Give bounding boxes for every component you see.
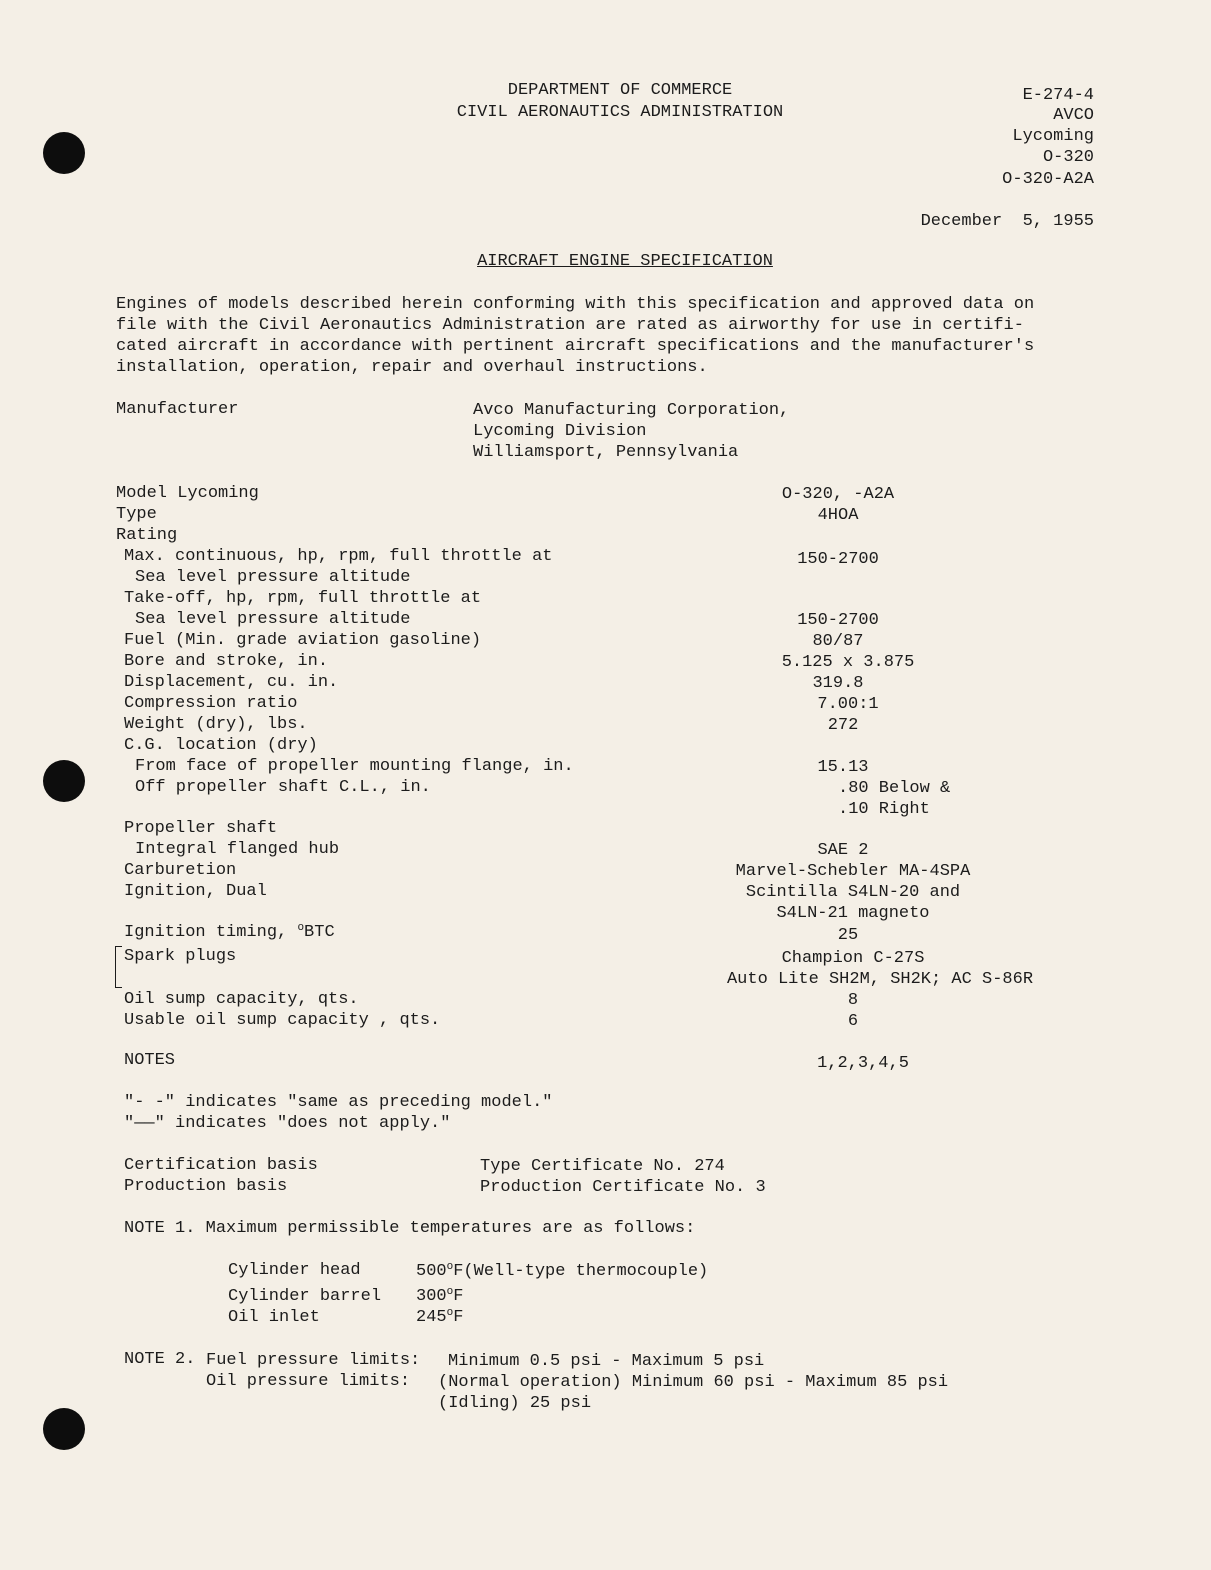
model-value: O-320, -A2A <box>781 485 895 504</box>
model-line-1: O-320 <box>1042 148 1094 167</box>
intro-line-1: Engines of models described herein conforming with this specification and approved data on <box>116 295 1035 314</box>
hub-value: SAE 2 <box>817 841 869 860</box>
compression-value: 7.00:1 <box>817 695 879 714</box>
ignition-timing-text: Ignition timing, <box>124 923 298 942</box>
takeoff-label: Take-off, hp, rpm, full throttle at <box>124 589 482 608</box>
weight-label: Weight (dry), lbs. <box>124 715 308 734</box>
oil-sump-value: 8 <box>847 991 859 1010</box>
cg-off-label: Off propeller shaft C.L., in. <box>135 778 431 797</box>
intro-line-2: file with the Civil Aeronautics Administration are rated as airworthy for use in certifi- <box>116 316 1024 335</box>
manufacturer-line-3: Williamsport, Pennsylvania <box>473 443 739 462</box>
usable-oil-label: Usable oil sump capacity , qts. <box>124 1011 441 1030</box>
document-title: AIRCRAFT ENGINE SPECIFICATION <box>477 252 773 271</box>
production-basis-label: Production basis <box>124 1177 288 1196</box>
degree-mark: o <box>297 922 305 934</box>
model-line-2: O-320-A2A <box>1002 170 1094 189</box>
spark-plugs-label: Spark plugs <box>124 947 237 966</box>
degree-mark: o <box>446 1261 454 1273</box>
ignition-timing-unit: BTC <box>304 923 335 942</box>
propeller-shaft-label: Propeller shaft <box>124 819 278 838</box>
cg-face-value: 15.13 <box>817 758 869 777</box>
cylinder-head-temp: 500 <box>416 1262 447 1281</box>
cg-label: C.G. location (dry) <box>124 736 318 755</box>
fahrenheit-unit: F <box>453 1308 464 1327</box>
takeoff-altitude: Sea level pressure altitude <box>135 610 411 629</box>
spec-number: E-274-4 <box>1022 86 1094 105</box>
max-continuous-label: Max. continuous, hp, rpm, full throttle at <box>124 547 553 566</box>
rating-label: Rating <box>116 526 178 545</box>
bore-stroke-label: Bore and stroke, in. <box>124 652 329 671</box>
legend-same-as: "- -" indicates "same as preceding model." <box>124 1093 553 1112</box>
cylinder-head-label: Cylinder head <box>228 1261 361 1280</box>
fuel-label: Fuel (Min. grade aviation gasoline) <box>124 631 482 650</box>
fuel-pressure-label: Fuel pressure limits: <box>206 1351 421 1370</box>
note-1-heading: NOTE 1. Maximum permissible temperatures are as follows: <box>124 1219 696 1238</box>
make-line-2: Lycoming <box>1012 127 1094 146</box>
oil-inlet-value <box>416 1308 463 1328</box>
ignition-timing-label <box>124 923 335 943</box>
note-2-label: NOTE 2. <box>124 1350 196 1369</box>
max-continuous-value: 150-2700 <box>797 550 879 569</box>
punch-hole-top <box>43 132 85 174</box>
fahrenheit-unit: F <box>453 1287 464 1306</box>
administration-heading: CIVIL AERONAUTICS ADMINISTRATION <box>456 103 784 122</box>
hub-label: Integral flanged hub <box>135 840 340 859</box>
cg-off-value-1: .80 Below & <box>838 779 951 798</box>
legend-does-not-apply: "——" indicates "does not apply." <box>124 1114 451 1133</box>
oil-pressure-value-idling: (Idling) 25 psi <box>438 1394 592 1413</box>
bore-stroke-value: 5.125 x 3.875 <box>781 653 915 672</box>
intro-line-3: cated aircraft in accordance with pertinent aircraft specifications and the manufacturer's <box>116 337 1035 356</box>
manufacturer-label: Manufacturer <box>116 400 239 419</box>
certification-basis-label: Certification basis <box>124 1156 318 1175</box>
carburetion-value: Marvel-Schebler MA-4SPA <box>735 862 971 881</box>
spark-plugs-value-1: Champion C-27S <box>781 949 925 968</box>
oil-pressure-value-normal: (Normal operation) Minimum 60 psi - Maximum 85 psi <box>438 1373 949 1392</box>
type-value: 4HOA <box>817 506 859 525</box>
takeoff-value: 150-2700 <box>797 611 879 630</box>
displacement-value: 319.8 <box>812 674 864 693</box>
usable-oil-value: 6 <box>847 1012 859 1031</box>
cylinder-barrel-label: Cylinder barrel <box>228 1287 382 1306</box>
notes-value: 1,2,3,4,5 <box>817 1054 909 1073</box>
max-continuous-altitude: Sea level pressure altitude <box>135 568 411 587</box>
degree-mark: o <box>446 1307 454 1319</box>
fahrenheit-unit: F <box>453 1262 464 1281</box>
certification-basis-value: Type Certificate No. 274 <box>480 1157 725 1176</box>
cylinder-barrel-temp: 300 <box>416 1287 447 1306</box>
type-label: Type <box>116 505 157 524</box>
oil-sump-label: Oil sump capacity, qts. <box>124 990 359 1009</box>
degree-mark: o <box>446 1286 454 1298</box>
production-basis-value: Production Certificate No. 3 <box>480 1178 766 1197</box>
department-heading: DEPARTMENT OF COMMERCE <box>507 81 733 100</box>
punch-hole-bottom <box>43 1408 85 1450</box>
oil-pressure-label: Oil pressure limits: <box>206 1372 411 1391</box>
spark-plug-bracket <box>115 946 122 988</box>
issue-date: December 5, 1955 <box>920 212 1094 231</box>
make-line-1: AVCO <box>1053 106 1094 125</box>
compression-label: Compression ratio <box>124 694 298 713</box>
oil-inlet-label: Oil inlet <box>228 1308 320 1327</box>
carburetion-label: Carburetion <box>124 861 237 880</box>
ignition-timing-value: 25 <box>837 926 859 945</box>
ignition-value-1: Scintilla S4LN-20 and <box>745 883 961 902</box>
notes-label: NOTES <box>124 1051 176 1070</box>
ignition-value-2: S4LN-21 magneto <box>776 904 930 923</box>
manufacturer-line-1: Avco Manufacturing Corporation, <box>473 401 790 420</box>
intro-line-4: installation, operation, repair and overhaul instructions. <box>116 358 708 377</box>
displacement-label: Displacement, cu. in. <box>124 673 339 692</box>
model-label: Model Lycoming <box>116 484 259 503</box>
weight-value: 272 <box>827 716 859 735</box>
manufacturer-line-2: Lycoming Division <box>473 422 647 441</box>
punch-hole-middle <box>43 760 85 802</box>
spark-plugs-value-2: Auto Lite SH2M, SH2K; AC S-86R <box>726 970 1034 989</box>
ignition-label: Ignition, Dual <box>124 882 267 901</box>
cylinder-head-value <box>416 1262 708 1282</box>
fuel-value: 80/87 <box>812 632 864 651</box>
fuel-pressure-value: Minimum 0.5 psi - Maximum 5 psi <box>448 1352 765 1371</box>
cg-face-label: From face of propeller mounting flange, in. <box>135 757 574 776</box>
cg-off-value-2: .10 Right <box>838 800 930 819</box>
oil-inlet-temp: 245 <box>416 1308 447 1327</box>
cylinder-barrel-value <box>416 1287 463 1307</box>
thermocouple-note: (Well-type thermocouple) <box>463 1262 709 1281</box>
